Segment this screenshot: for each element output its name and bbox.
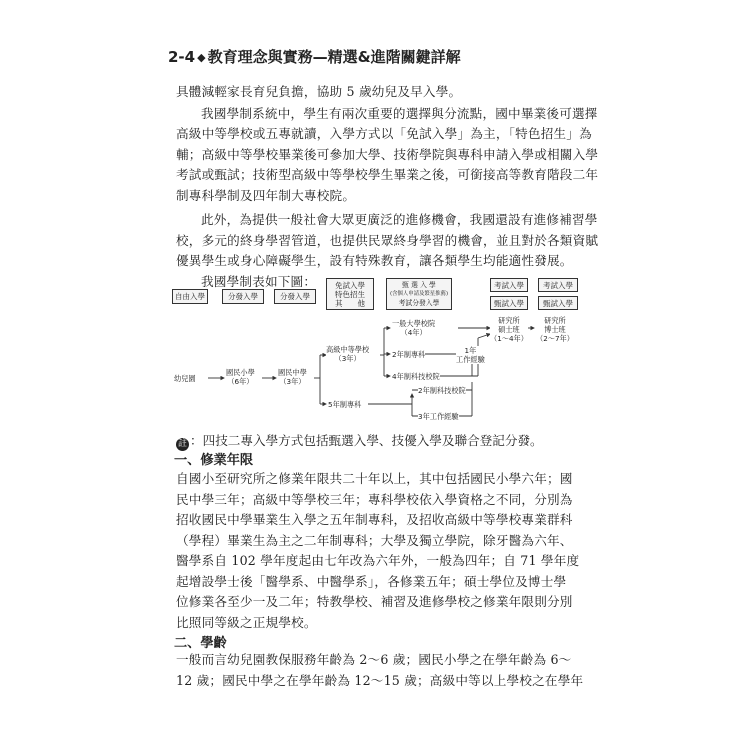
- section-title: 二、學齡: [174, 636, 227, 651]
- page-header: [168, 46, 461, 67]
- node-doctor: [536, 316, 574, 343]
- node-line: 國民中學: [278, 368, 307, 377]
- node-line: （4年）: [400, 328, 427, 337]
- text-line: 具體減輕家長育兒負擔，協助 5 歲幼兒及早入學。: [176, 84, 462, 99]
- node-line: 研究所: [498, 316, 520, 325]
- label-distribution-elementary: 分發入學: [222, 289, 264, 304]
- node-university: [392, 319, 435, 337]
- section1-paragraph: [176, 469, 580, 633]
- text-line: 招收國民中學畢業生入學之五年制專科，及招收高級中等學校專業群科: [176, 512, 573, 527]
- node-elementary: [226, 368, 255, 386]
- text-line: （學程）畢業生為主之二年制專科；大學及獨立學院，除牙醫為六年、: [176, 532, 573, 548]
- node-line: 國民小學: [226, 368, 255, 377]
- text-line: 校，多元的終身學習管道，也提供民眾終身學習的機會，並且對於各類資賦: [176, 232, 599, 248]
- node-junior-college-2yr: 2年制專科: [392, 350, 426, 359]
- node-line: 高級中等學校: [326, 345, 370, 354]
- node-line: 博士班: [544, 325, 566, 334]
- label-exam-free-entry: [326, 278, 374, 310]
- text-line: 起增設學士後「醫學系、中醫學系」，各修業五年；碩士學位及博士學: [176, 573, 567, 589]
- label-distribution-junior: 分發入學: [274, 289, 316, 304]
- school-system-diagram: [172, 278, 584, 426]
- node-line: （1～4年）: [490, 334, 528, 343]
- node-tech-4yr: 4年制科技校院: [392, 372, 440, 381]
- text-line: 12 歲；國民中學之在學年齡為 12～15 歲；高級中等以上學校之在學年: [176, 672, 584, 688]
- node-line: （3年）: [279, 377, 306, 386]
- page-header-title: 教育理念與實務—精選&進階關鍵詳解: [207, 48, 461, 66]
- label-recommend-master: 甄試入學: [490, 296, 528, 310]
- text-line: 此外，為提供一般社會大眾更廣泛的進修機會，我國還設有進修補習學: [201, 212, 598, 227]
- node-tech-2yr: 2年制科技校院: [418, 386, 466, 395]
- node-junior-college-5yr: 5年制專科: [328, 400, 362, 409]
- diamond-icon: ◆: [197, 51, 206, 64]
- node-line: 1年: [464, 346, 477, 355]
- label-line: 免試入學: [335, 280, 365, 290]
- text-line: 我國學制系統中，學生有兩次重要的選擇與分流點，國中畢業後可選擇: [201, 105, 598, 121]
- node-work-experience-1yr: [456, 346, 485, 364]
- note-text: ：四技二專入學方式包括甄選入學、技優入學及聯合登記分發。: [190, 433, 543, 448]
- node-line: 工作經驗: [456, 355, 485, 364]
- text-line: 輔；高級中等學校畢業後可參加大學、技術學院與專科申請入學或相關入學: [176, 146, 599, 162]
- text-line: 一般而言幼兒園教保服務年齡為 2～6 歲；國民小學之在學年齡為 6～: [176, 652, 572, 667]
- node-work-experience-3yr: 3年工作經驗: [418, 412, 459, 421]
- label-selection-entry: [386, 278, 452, 310]
- label-recommend-doctor: 甄試入學: [538, 296, 578, 310]
- label-line: 考試分發入學: [398, 298, 440, 307]
- node-junior-high: [278, 368, 307, 386]
- page-number: 2-4: [168, 48, 196, 66]
- note-mark: 註: [177, 439, 187, 449]
- node-line: （6年）: [227, 377, 254, 386]
- text-line: 位修業各至少一及二年；特教學校、補習及進修學校之修業年限則分別: [176, 594, 573, 609]
- node-line: 研究所: [544, 316, 566, 325]
- node-line: （3年）: [334, 354, 361, 363]
- text-line: 考試或甄試；技術型高級中等學校學生畢業之後，可銜接高等教育階段二年: [176, 167, 599, 182]
- diagram-note: [176, 430, 543, 451]
- label-line: (含個人申請及繁星推薦): [389, 290, 449, 297]
- label-exam-master: 考試入學: [490, 278, 528, 292]
- label-free-entry: 自由入學: [172, 289, 208, 304]
- label-line: 特色招生: [335, 289, 365, 299]
- text-line: 醫學系自 102 學年度起由七年改為六年外，一般為四年；自 71 學年度: [176, 553, 580, 568]
- label-exam-doctor: 考試入學: [538, 278, 578, 292]
- node-line: 碩士班: [498, 325, 520, 334]
- intro-paragraph: [176, 82, 599, 292]
- section-title: 一、修業年限: [174, 453, 254, 468]
- text-line: 制專科學制及四年制大專校院。: [176, 187, 356, 203]
- text-line: 高級中等學校或五專就讀，入學方式以「免試入學」為主，「特色招生」為: [176, 126, 592, 141]
- node-kindergarten: 幼兒園: [174, 374, 196, 383]
- text-line: 優異學生或身心障礙學生，設有特殊教育，讓各類學生均能適性發展。: [176, 253, 573, 268]
- text-line: 民中學三年；高級中等學校三年；專科學校依入學資格之不同，分別為: [176, 491, 573, 507]
- text-line: 比照同等級之正規學校。: [176, 614, 317, 630]
- label-line: 甄 選 入 學: [402, 280, 436, 289]
- node-line: 一般大學校院: [392, 319, 436, 328]
- node-senior-high: [326, 345, 369, 363]
- section2-paragraph: [176, 650, 584, 691]
- node-master: [490, 316, 528, 343]
- label-line: 其 他: [335, 298, 365, 308]
- text-line: 我國學制表如下圖：: [201, 273, 317, 289]
- text-line: 自國小至研究所之修業年限共二十年以上，其中包括國民小學六年；國: [176, 471, 573, 486]
- node-line: （2～7年）: [536, 334, 574, 343]
